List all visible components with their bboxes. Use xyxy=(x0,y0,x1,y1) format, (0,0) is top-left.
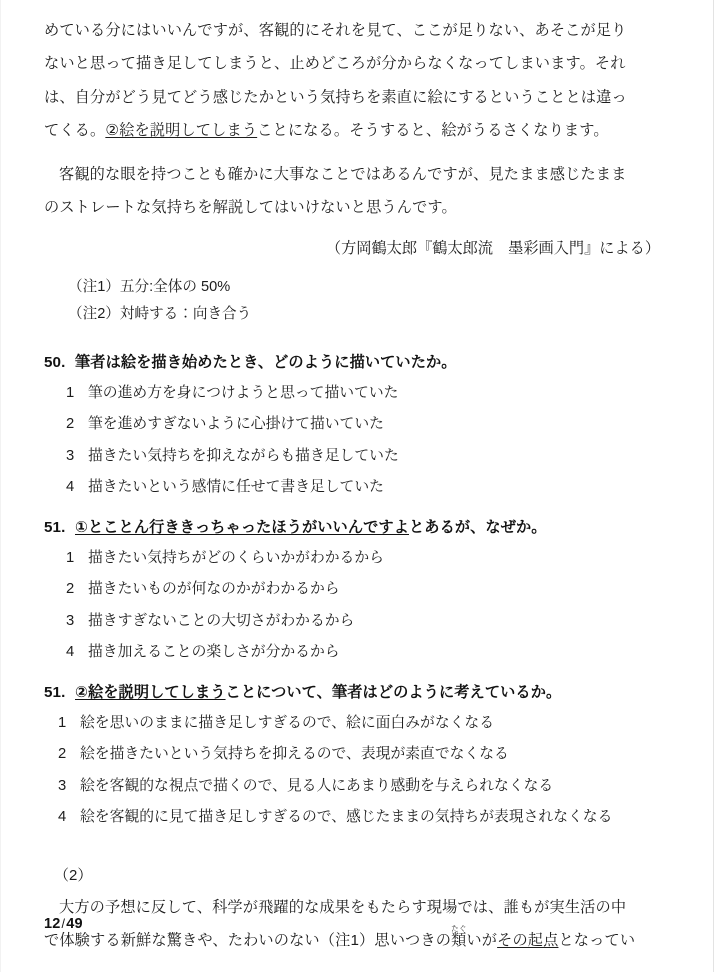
choice-number: 4 xyxy=(58,809,67,826)
footnotes-list xyxy=(44,274,672,329)
ruby-annotation-tagui xyxy=(451,924,467,950)
passage-text-post: ことになる。そうすると、絵がうるさくなります。 xyxy=(257,122,609,140)
choice-text: 筆の進め方を身につけようと思って描いていた xyxy=(88,384,399,401)
total-page-count: 49 xyxy=(66,916,83,932)
choice-option[interactable] xyxy=(44,472,672,504)
choice-number: 2 xyxy=(66,416,75,433)
question-51-b-choices xyxy=(44,708,672,834)
question-50-stem xyxy=(44,347,672,378)
current-page-number: 12 xyxy=(44,916,61,932)
section-2-text-post: となってい xyxy=(558,932,636,950)
page-edge-left xyxy=(0,0,1,972)
question-51-a-stem xyxy=(44,512,672,543)
choice-number: 3 xyxy=(58,777,67,794)
question-50-stem-text: 筆者は絵を描き始めたとき、どのように描いていたか。 xyxy=(75,353,457,371)
passage-paragraph-2 xyxy=(44,158,672,225)
choice-number: 3 xyxy=(66,612,75,629)
passage-line-with-underline xyxy=(44,114,672,147)
section-2-line-1: 大方の予想に反して、科学が飛躍的な成果をもたらす現場では、誰もが実生活の中 xyxy=(59,898,627,916)
question-51-b-stem xyxy=(44,677,672,708)
underlined-phrase-sono-kiten: その起点 xyxy=(497,932,559,950)
spacer xyxy=(44,834,672,860)
choice-option[interactable] xyxy=(44,637,672,669)
passage-line: は、自分がどう見てどう感じたかという気持ちを素直に絵にするということとは違っ xyxy=(44,88,627,106)
section-2-label: （2） xyxy=(54,866,93,884)
ruby-reading: たぐ xyxy=(451,924,467,934)
question-51-a xyxy=(44,512,672,669)
choice-option[interactable] xyxy=(44,441,672,473)
question-51-a-underlined-phrase: ①とことん行ききっちゃったほうがいいんですよ xyxy=(75,518,409,536)
page-content xyxy=(44,14,672,958)
spacer xyxy=(44,669,672,677)
choice-option[interactable] xyxy=(44,574,672,606)
question-51-b xyxy=(44,677,672,834)
section-2-text-mid: いが xyxy=(466,932,498,950)
passage-paragraph-1 xyxy=(44,14,672,148)
choice-text: 描きたい気持ちを抑えながらも描き足していた xyxy=(88,447,399,464)
question-51-b-number: 51. xyxy=(44,683,66,701)
passage-line: めている分にはいいんですが、客観的にそれを見て、ここが足りない、あそこが足り xyxy=(44,22,627,39)
page-separator: / xyxy=(61,917,66,931)
footnote-item: （注1）五分:全体の 50% xyxy=(68,278,231,295)
choice-number: 1 xyxy=(66,384,75,401)
choice-option[interactable] xyxy=(44,409,672,441)
choice-number: 4 xyxy=(66,479,75,496)
choice-number: 3 xyxy=(66,447,75,464)
question-50 xyxy=(44,347,672,504)
choice-text: 筆を進めすぎないように心掛けて描いていた xyxy=(88,416,384,433)
choice-text: 絵を描きたいという気持ちを抑えるので、表現が素直でなくなる xyxy=(80,746,509,763)
choice-text: 絵を客観的な視点で描くので、見る人にあまり感動を与えられなくなる xyxy=(80,777,554,794)
choice-option[interactable] xyxy=(44,771,672,803)
choice-option[interactable] xyxy=(44,802,672,834)
passage-text-pre: てくる。 xyxy=(44,122,106,140)
question-50-number: 50. xyxy=(44,353,66,371)
footnote-item: （注2）対峙する：向き合う xyxy=(68,306,252,323)
choice-number: 2 xyxy=(58,746,67,763)
choice-text: 描き加えることの楽しさが分かるから xyxy=(88,644,340,661)
section-2-text-pre: で体験する新鮮な驚きや、たわいのない（注1）思いつきの xyxy=(44,932,452,950)
choice-option[interactable] xyxy=(44,739,672,771)
section-2-line-2 xyxy=(44,924,672,957)
ruby-base: 類 xyxy=(451,932,467,950)
page-number-indicator xyxy=(44,916,83,932)
choice-number: 1 xyxy=(66,549,75,566)
page-edge-right xyxy=(713,0,714,972)
spacer xyxy=(44,224,672,232)
choice-number: 1 xyxy=(58,714,67,731)
choice-text: 描きすぎないことの大切さがわかるから xyxy=(88,612,355,629)
choice-option[interactable] xyxy=(44,543,672,575)
question-51-b-stem-rest: ことについて、筆者はどのように考えているか。 xyxy=(225,683,562,701)
choice-text: 描きたいものが何なのかがわかるから xyxy=(88,581,340,598)
passage-line: のストレートな気持ちを解説してはいけないと思うんです。 xyxy=(44,199,457,217)
choice-option[interactable] xyxy=(44,378,672,410)
choice-option[interactable] xyxy=(44,606,672,638)
spacer xyxy=(44,148,672,158)
question-51-a-stem-rest: とあるが、なぜか。 xyxy=(409,518,547,536)
passage-attribution: （方岡鶴太郎『鶴太郎流 墨彩画入門』による） xyxy=(325,240,660,258)
choice-number: 2 xyxy=(66,581,75,598)
question-50-choices xyxy=(44,378,672,504)
passage-line: ないと思って描き足してしまうと、止めどころが分からなくなってしまいます。それ xyxy=(44,55,626,73)
underlined-phrase-2: ②絵を説明してしまう xyxy=(105,122,258,140)
question-51-a-number: 51. xyxy=(44,518,66,536)
choice-number: 4 xyxy=(66,644,75,661)
choice-option[interactable] xyxy=(44,708,672,740)
section-2 xyxy=(44,860,672,958)
choice-text: 絵を思いのままに描き足しすぎるので、絵に面白みがなくなる xyxy=(80,714,495,731)
question-51-a-choices xyxy=(44,543,672,669)
choice-text: 絵を客観的に見て描き足しすぎるので、感じたままの気持ちが表現されなくなる xyxy=(80,809,613,826)
spacer xyxy=(44,266,672,274)
spacer xyxy=(44,504,672,512)
choice-text: 描きたいという感情に任せて書き足していた xyxy=(88,479,384,496)
passage-line: 客観的な眼を持つことも確かに大事なことではあるんですが、見たまま感じたまま xyxy=(59,165,627,183)
question-51-b-underlined-phrase: ②絵を説明してしまう xyxy=(75,683,226,701)
choice-text: 描きたい気持ちがどのくらいかがわかるから xyxy=(88,549,384,566)
spacer xyxy=(44,329,672,347)
